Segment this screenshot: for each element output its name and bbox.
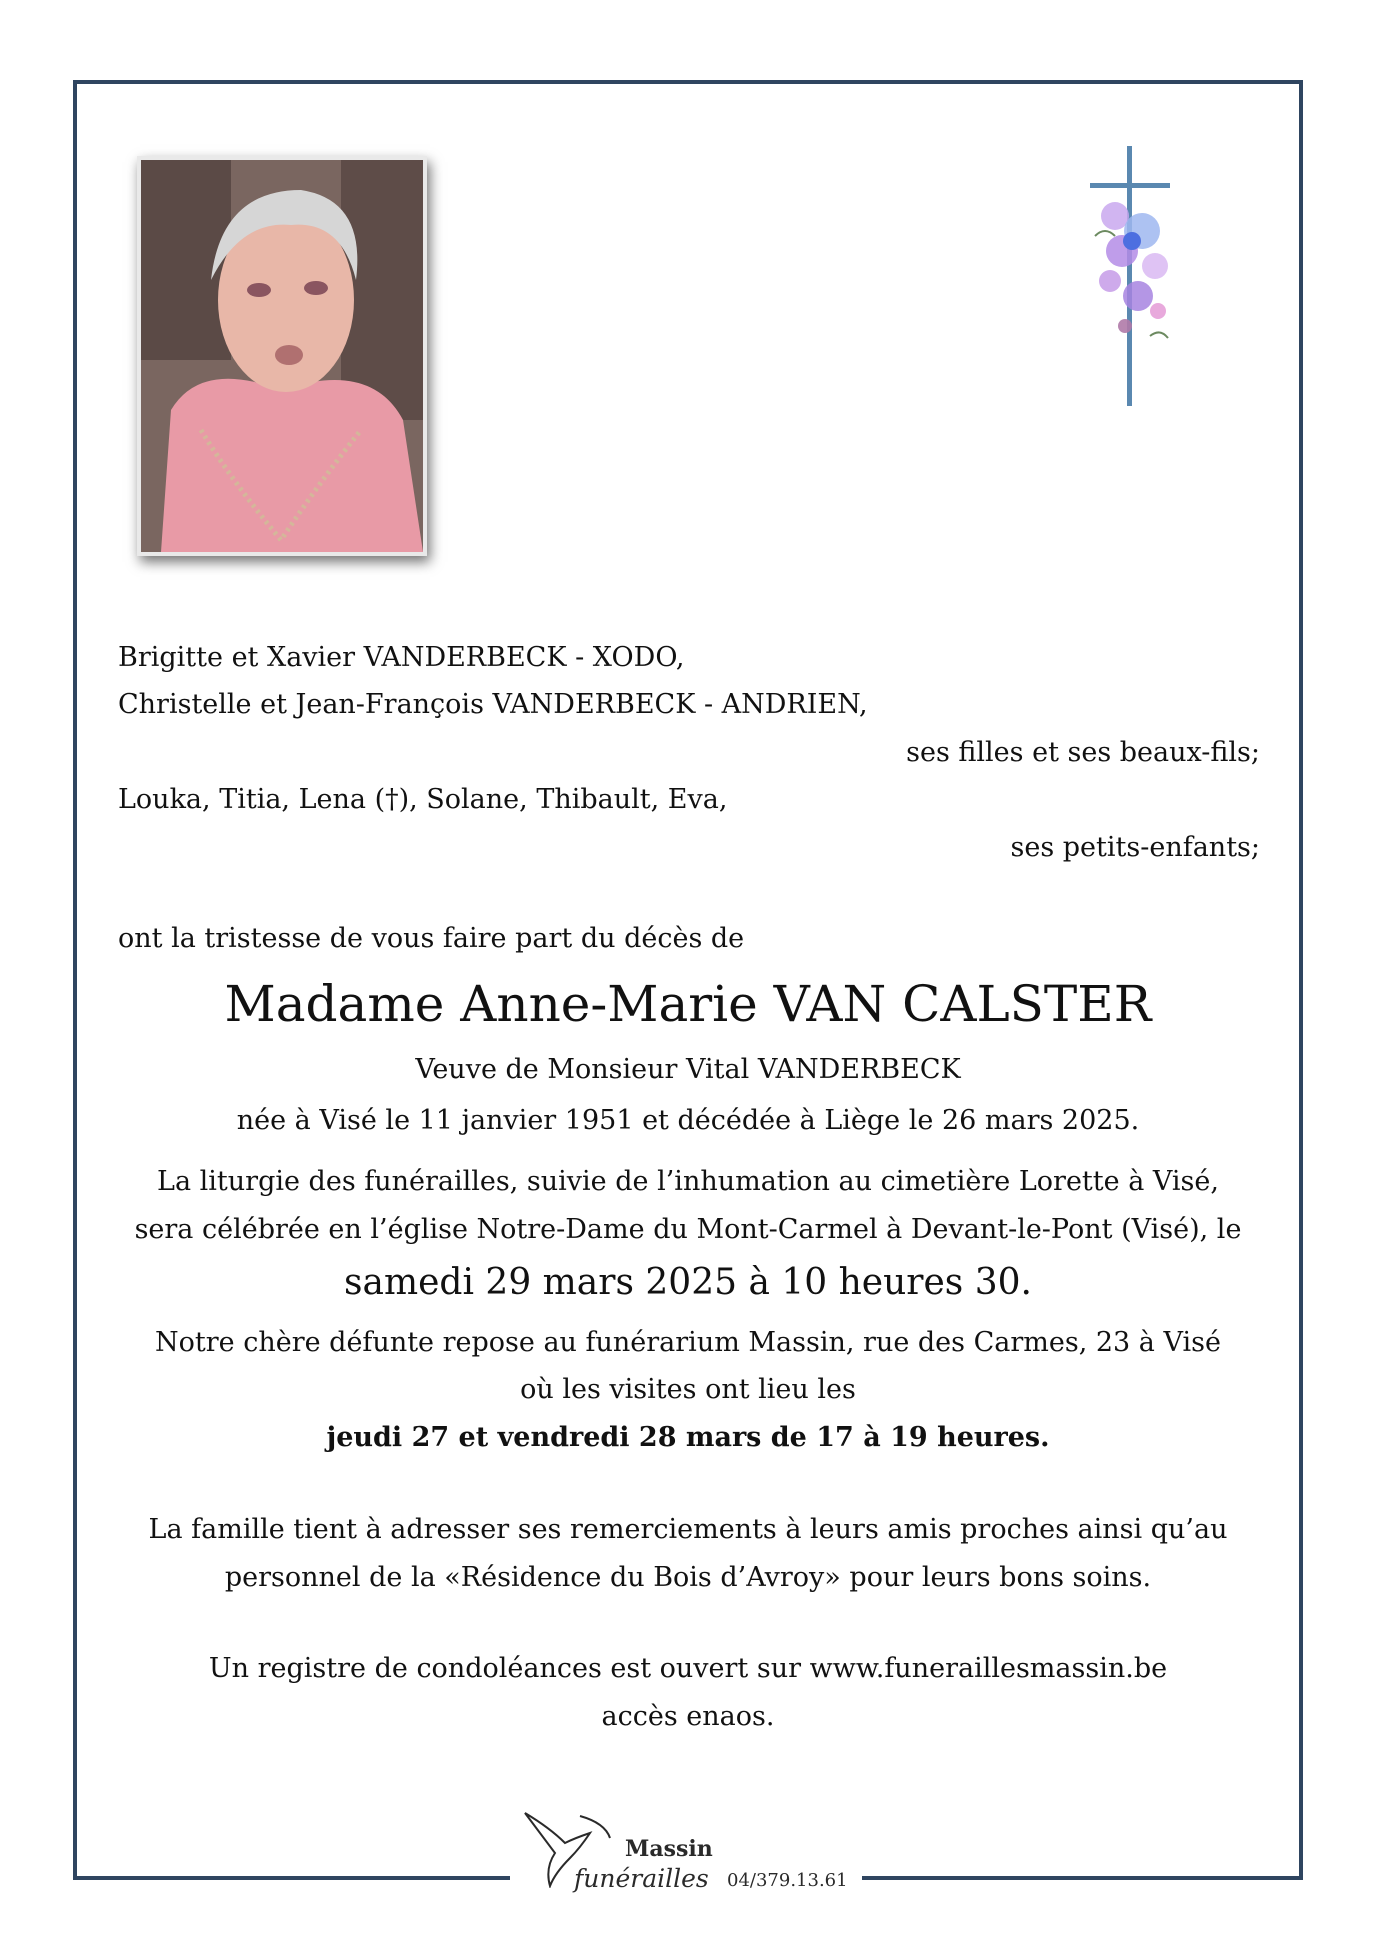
registry-line-2: accès enaos.: [601, 1701, 775, 1732]
widow-line: Veuve de Monsieur Vital VANDERBECK: [415, 1054, 961, 1085]
ceremony-date: samedi 29 mars 2025 à 10 heures 30.: [344, 1262, 1032, 1303]
visits-line-2: où les visites ont lieu les: [520, 1374, 856, 1405]
thanks-line-1: La famille tient à adresser ses remerciements à leurs amis proches ainsi qu’au: [148, 1514, 1228, 1545]
birth-death-dates: née à Visé le 11 janvier 1951 et décédée à Liège le 26 mars 2025.: [236, 1105, 1140, 1136]
deceased-name: Madame Anne-Marie VAN CALSTER: [224, 975, 1152, 1033]
registry-line-1: Un registre de condoléances est ouvert sur www.funeraillesmassin.be: [208, 1653, 1168, 1684]
family-role-2: ses petits-enfants;: [1010, 832, 1260, 863]
logo-phone: 04/379.13.61: [727, 1870, 848, 1891]
family-role-1: ses filles et ses beaux-fils;: [906, 737, 1260, 768]
announcement-intro: ont la tristesse de vous faire part du décès de: [118, 923, 745, 954]
logo-name: Massin: [625, 1836, 713, 1862]
family-line-1: Brigitte et Xavier VANDERBECK - XODO,: [118, 642, 685, 673]
portrait-photo: [137, 156, 427, 556]
portrait-illustration: [141, 160, 423, 552]
thanks-line-2: personnel de la «Résidence du Bois d’Avroy» pour leurs bons soins.: [224, 1562, 1152, 1593]
cross-flowers-icon: [1070, 146, 1190, 411]
logo-subtitle: funérailles: [574, 1864, 709, 1893]
ceremony-line-1: La liturgie des funérailles, suivie de l’inhumation au cimetière Lorette à Visé,: [157, 1166, 1219, 1197]
visits-schedule: jeudi 27 et vendredi 28 mars de 17 à 19 heures.: [326, 1422, 1050, 1453]
family-line-3: Louka, Titia, Lena (†), Solane, Thibault, Eva,: [118, 784, 728, 815]
ceremony-line-2: sera célébrée en l’église Notre-Dame du Mont-Carmel à Devant-le-Pont (Visé), le: [134, 1214, 1242, 1245]
visits-line-1: Notre chère défunte repose au funérarium Massin, rue des Carmes, 23 à Visé: [155, 1327, 1221, 1358]
family-line-2: Christelle et Jean-François VANDERBECK - ANDRIEN,: [118, 689, 868, 720]
